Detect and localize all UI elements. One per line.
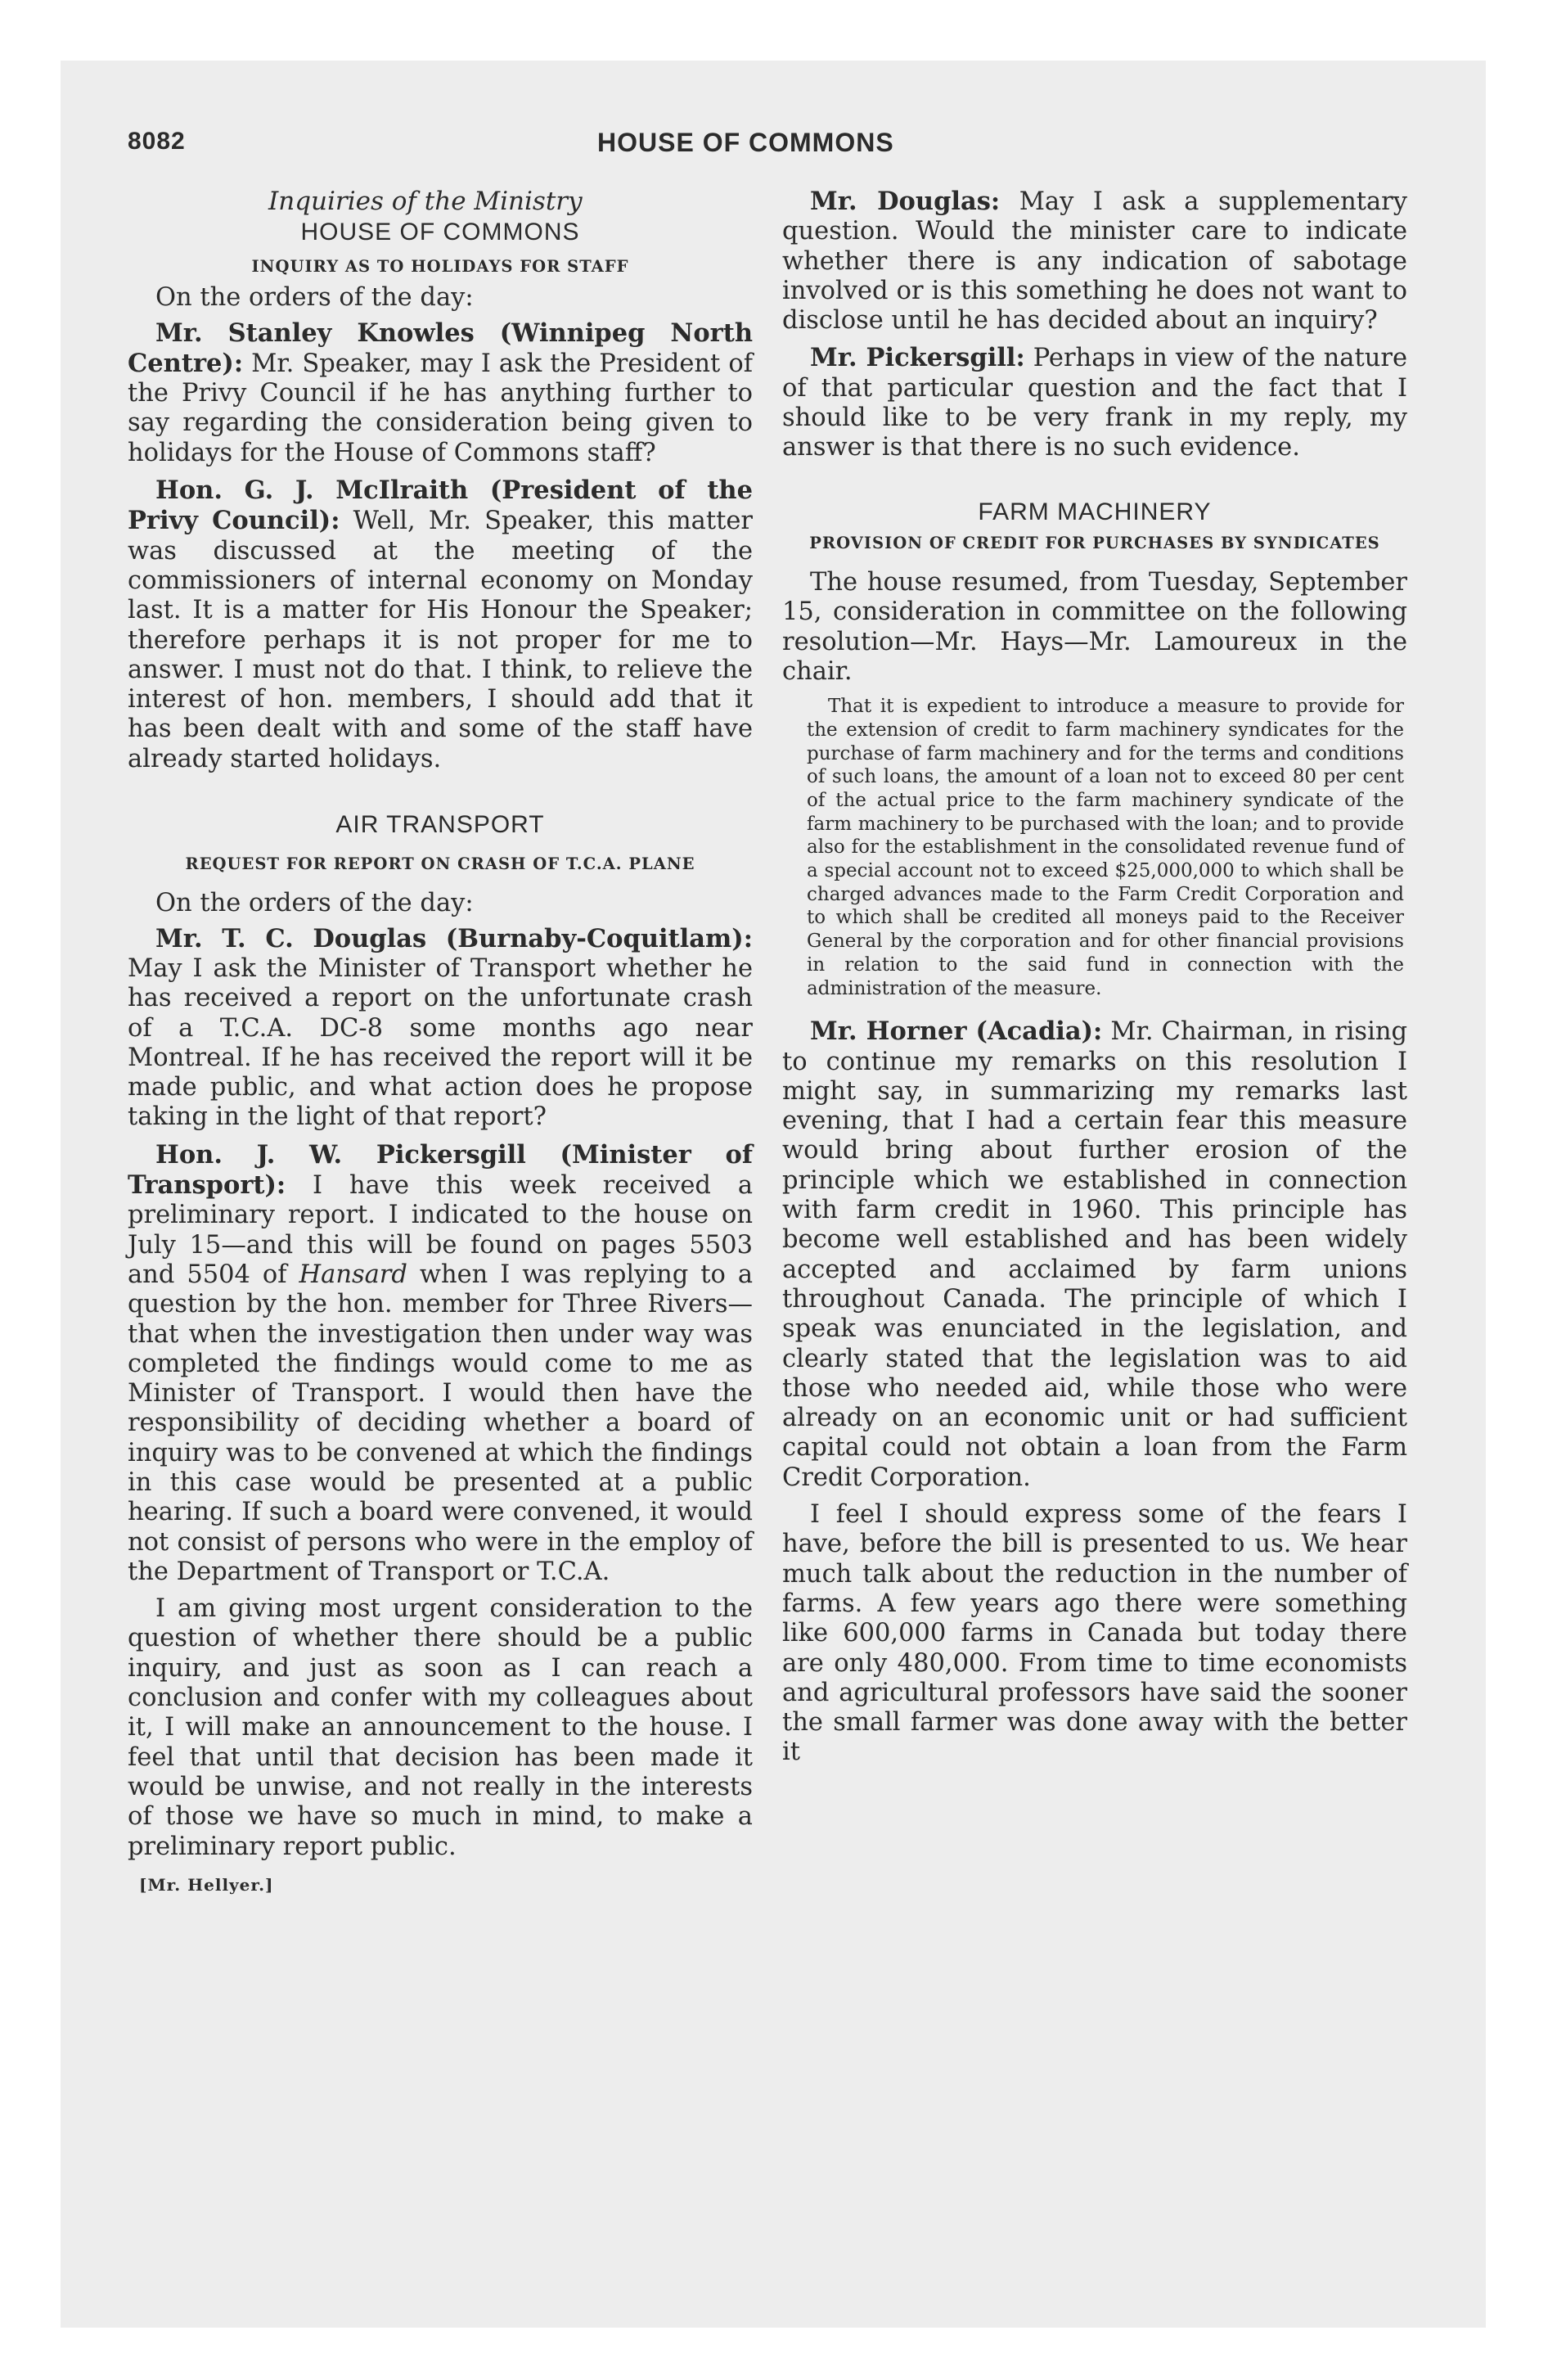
resolution-text: That it is expedient to introduce a measure to provide for the extension of credit to farm machinery syndicates for the purchase of farm machinery and for the terms and conditions of such loans, the amount of a loan not to exceed 80 per cent of the actual price to the farm machinery syndicate of the farm machinery to be purchased with the loan; and to provide also for the establishment in the consolidated revenue fund of a special account not to exceed $25,000,000 to which shall be charged advances made to the Farm Credit Corporation and to which shall be credited all moneys paid to the Receiver General by the corporation and for other financial provisions in relation to the said fund in connection with the administration of the measure. xyxy=(807,696,1404,999)
resolution-quote xyxy=(807,695,1404,1000)
subheading-credit-provision: PROVISION OF CREDIT FOR PURCHASES BY SYNDICATES xyxy=(809,533,1380,552)
speech-text: Mr. Speaker, may I ask the President of the Privy Council if he has anything further to say regarding the consideration being given to holidays for the House of Commons staff? xyxy=(128,349,753,467)
speaker-name: Hon. J. W. Pickersgill (Minister of Transport): xyxy=(128,1139,753,1201)
speech-text: May I ask a supplementary question. Would the minister care to indicate whether there is any indication of sabotage involved or is this something he does not want to disclose until he has decided about an inquiry? xyxy=(782,187,1407,336)
speech-text: May I ask the Minister of Transport whether he has received a report on the unfortunate crash of a T.C.A. DC-8 some months ago near Montreal. If he has received the report will it be made public, and what action does he propose taking in the light of that report? xyxy=(128,953,753,1132)
speech-text: Well, Mr. Speaker, this matter was discussed at the meeting of the commissioners of internal economy on Monday last. It is a matter for His Honour the Speaker; therefore perhaps it is not proper for me to answer. I must not do that. I think, to relieve the interest of hon. members, I should add that it has been dealt with and some of the staff have already started holidays. xyxy=(128,507,753,773)
speech-text: I have this week received a preliminary report. I indicated to the house on July 15—and this will be found on pages 5503 and 5504 of xyxy=(128,1171,753,1289)
speaker-name: Mr. T. C. Douglas (Burnaby-Coquitlam): xyxy=(155,923,753,953)
right-column xyxy=(782,187,1407,1768)
speech-text: Mr. Chairman, in rising to continue my remarks on this resolution I might say, in summarizing my remarks last evening, that I had a certain fear this measure would bring about further erosion of the principle which we established in connection with farm credit in 1960. This principle has become well established and has been widely accepted and acclaimed by farm unions throughout Canada. The principle of which I speak was enunciated in the legislation, and clearly stated that the legislation was to aid those who needed aid, while those who were already on an economic unit or had sufficient capital could not obtain a loan from the Farm Credit Corporation. xyxy=(782,1017,1407,1492)
section-heading-house-of-commons: HOUSE OF COMMONS xyxy=(300,219,580,246)
orders-of-day: On the orders of the day: xyxy=(155,283,474,313)
speech-pickersgill xyxy=(128,1140,753,1587)
orders-of-day: On the orders of the day: xyxy=(155,889,474,918)
speech-text: Perhaps in view of the nature of that particular question and the fact that I should like to be very frank in my reply, my answer is that there is no such evidence. xyxy=(782,344,1408,462)
speech-pickersgill-continued: I am giving most urgent consideration to the question of whether there should be a public inquiry, and just as soon as I can reach a conclusion and confer with my colleagues about it, I will make an announcement to the house. I feel that until that decision has been made it would be unwise, and not really in the interests of those we have so much in mind, to make a preliminary report public. xyxy=(128,1594,753,1861)
speaker-name: Mr. Pickersgill: xyxy=(810,343,1025,373)
speaker-name: Mr. Douglas: xyxy=(810,187,1001,216)
subheading-crash-report: REQUEST FOR REPORT ON CRASH OF T.C.A. PLANE xyxy=(185,854,695,874)
speaker-name: Mr. Horner (Acadia): xyxy=(810,1016,1103,1047)
speech-text: when I was replying to a question by the hon. member for Three Rivers—that when the investigation then under way was completed the findings would come to me as Minister of Transport. I would then have the responsibility of deciding whether a board of inquiry was to be convened at which the findings in this case would be presented at a public hearing. If such a board were convened, it would not consist of persons who were in the employ of the Department of Transport or T.C.A. xyxy=(128,1260,753,1586)
running-title: HOUSE OF COMMONS xyxy=(597,128,894,157)
speech-douglas-supplementary xyxy=(782,187,1407,336)
house-resumed-paragraph: The house resumed, from Tuesday, September 15, consideration in committee on the following resolution—Mr. Hays—Mr. Lamoureux in the chair. xyxy=(782,567,1407,686)
left-column xyxy=(128,187,753,1900)
section-italic-heading: Inquiries of the Ministry xyxy=(268,187,583,216)
speaker-name: Hon. G. J. McIlraith (President of the Privy Council): xyxy=(128,476,753,536)
speaker-name: Mr. Stanley Knowles (Winnipeg North Centre): xyxy=(128,318,753,378)
speech-pickersgill-reply xyxy=(782,343,1407,462)
speech-horner xyxy=(782,1016,1407,1493)
section-heading-air-transport: AIR TRANSPORT xyxy=(335,811,545,839)
speech-douglas xyxy=(128,924,753,1133)
footer-speaker-tag: [Mr. Hellyer.] xyxy=(139,1874,274,1895)
speech-knowles xyxy=(128,318,753,468)
italic-hansard: Hansard xyxy=(299,1260,407,1289)
page-number: 8082 xyxy=(128,128,186,155)
speech-mcilraith xyxy=(128,476,753,774)
speech-horner-continued: I feel I should express some of the fears I have, before the bill is presented to us. We hear much talk about the reduction in the number of farms. A few years ago there were something like 600,000 farms in Canada but today there are only 480,000. From time to time economists and agricultural professors have said the sooner the small farmer was done away with the better it xyxy=(782,1500,1407,1767)
subheading-holidays: INQUIRY AS TO HOLIDAYS FOR STAFF xyxy=(251,257,629,277)
section-heading-farm-machinery: FARM MACHINERY xyxy=(978,498,1212,525)
